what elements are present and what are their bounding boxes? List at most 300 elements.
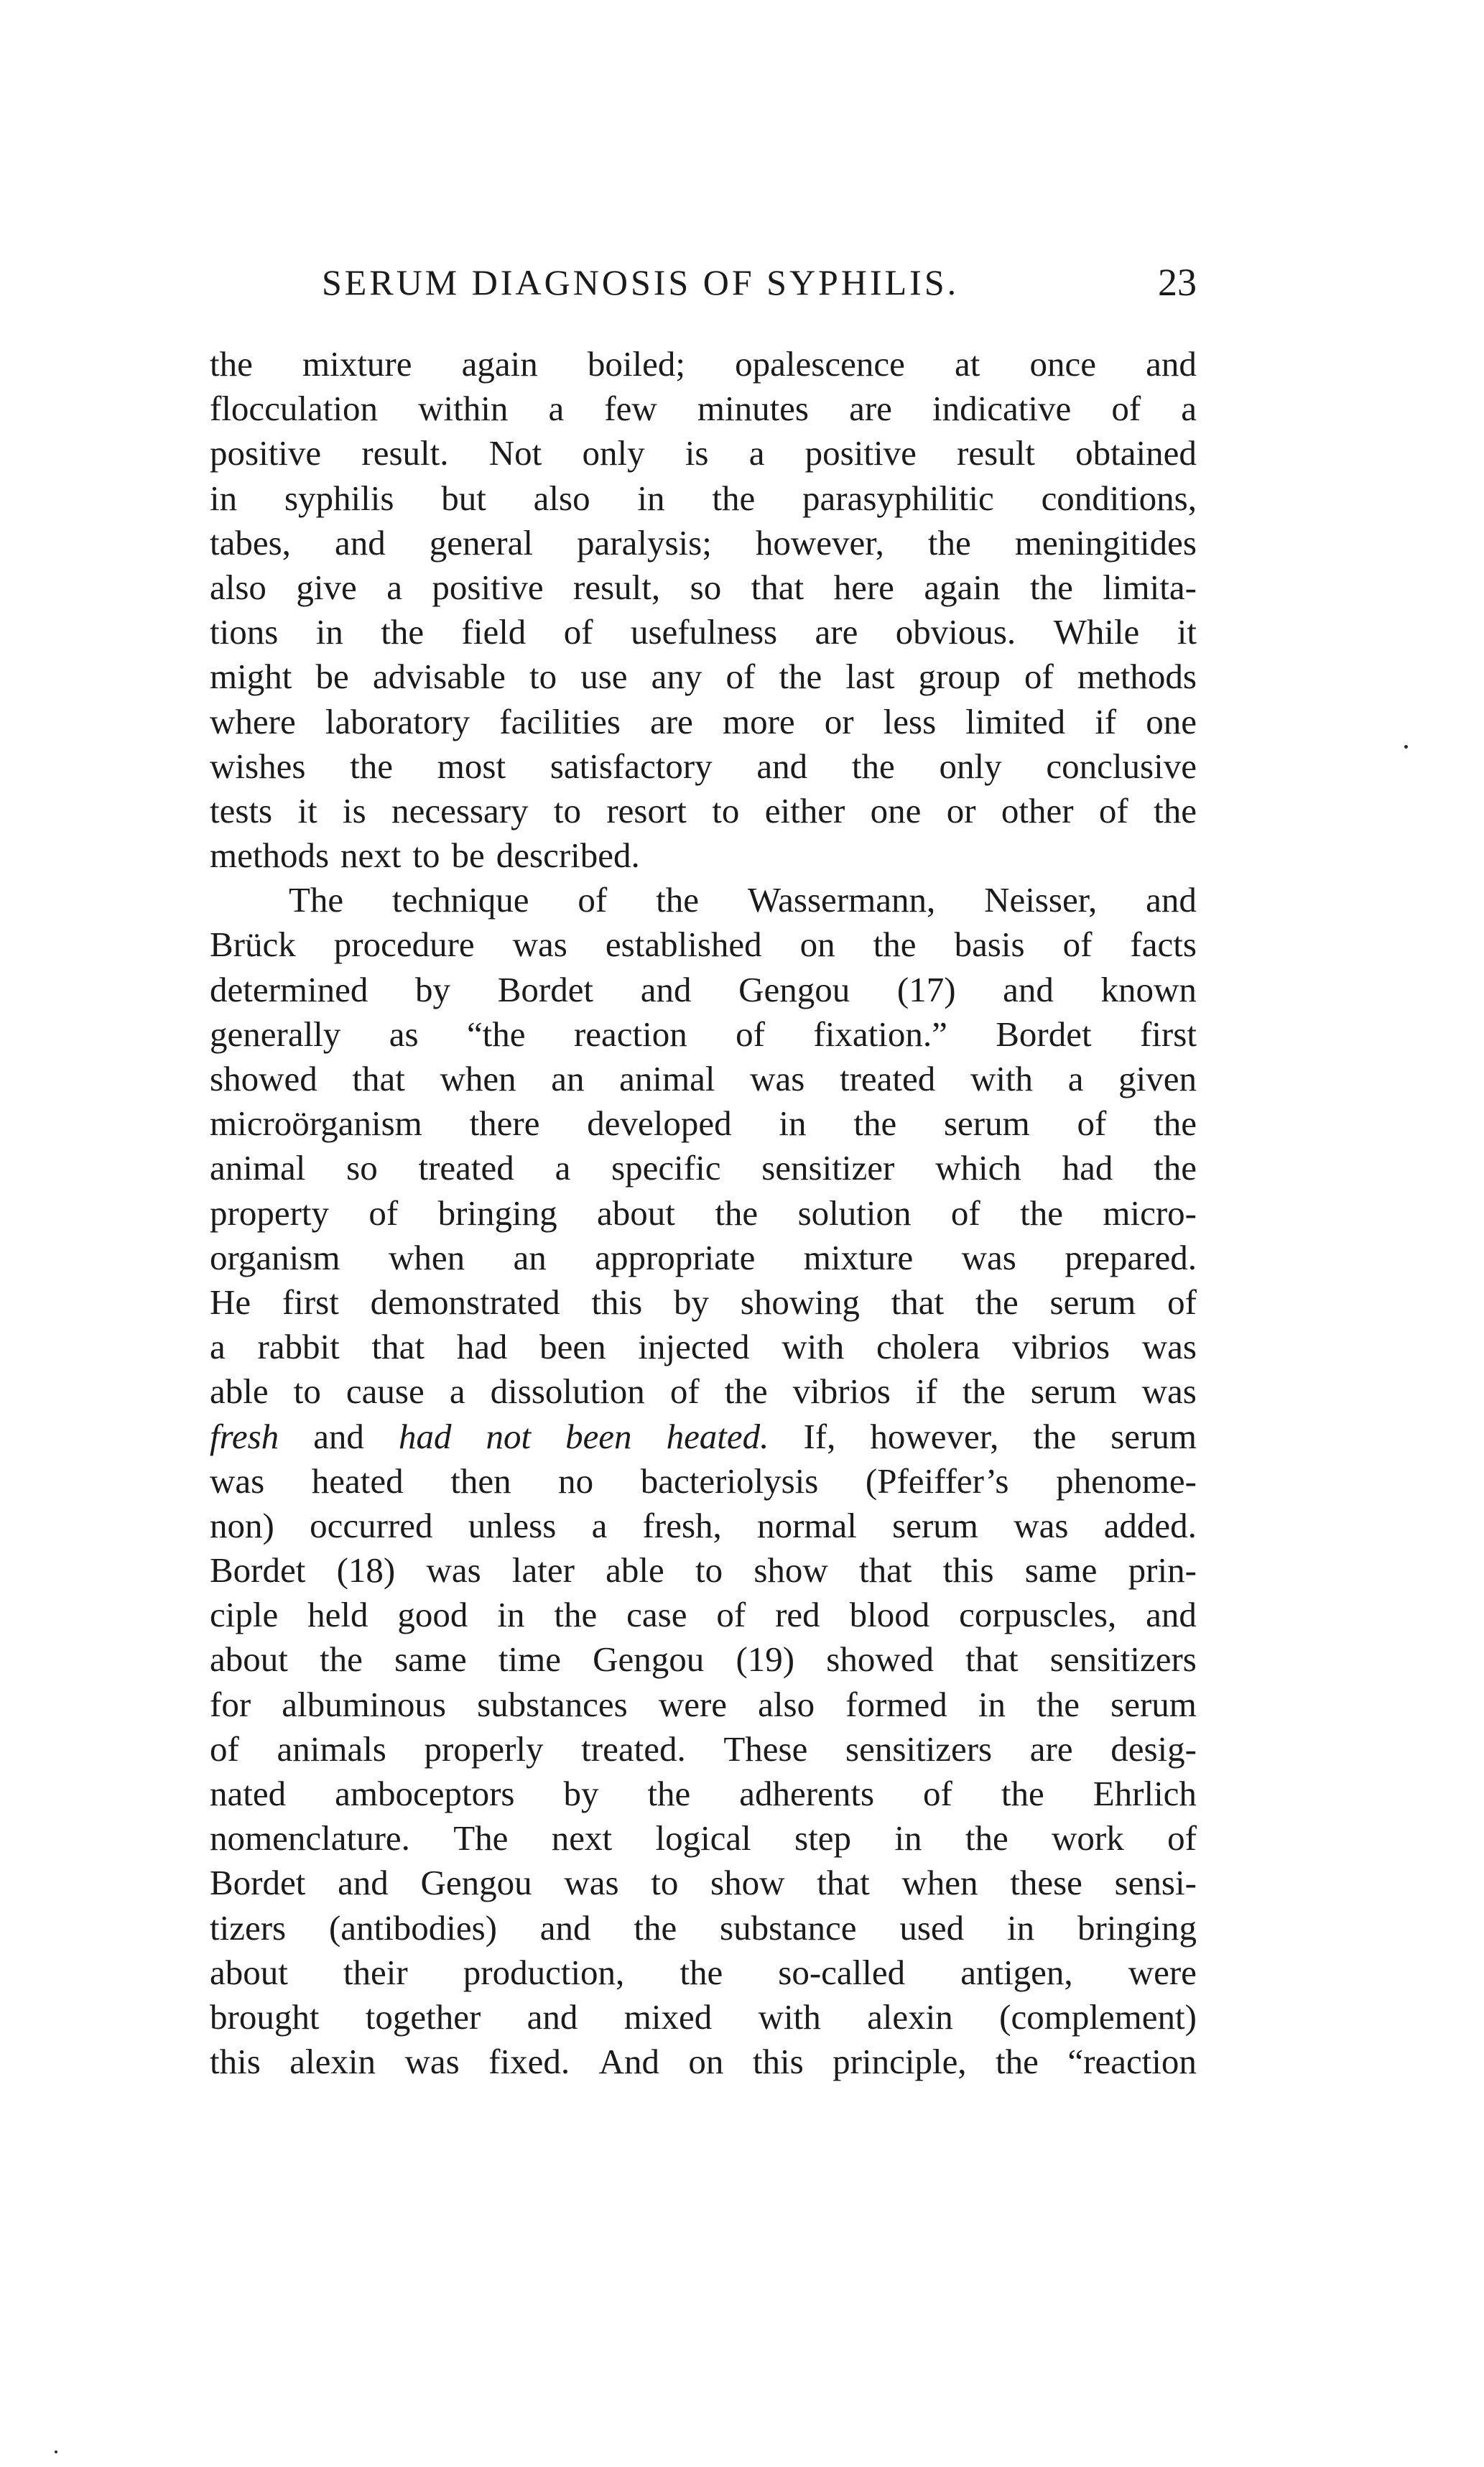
- word: were: [658, 1684, 728, 1724]
- word: animals: [277, 1728, 386, 1769]
- word: was: [1141, 1327, 1197, 1367]
- text-line: [210, 1593, 1197, 1637]
- word: Gengou: [420, 1863, 532, 1903]
- word: to: [651, 1863, 679, 1903]
- word: general: [429, 522, 533, 563]
- text-line: [210, 1146, 1197, 1190]
- word: held: [307, 1595, 368, 1635]
- word: and: [527, 1996, 578, 2037]
- word: Neisser,: [984, 880, 1098, 920]
- word: one: [870, 790, 922, 830]
- word: within: [418, 389, 509, 429]
- word: of: [1098, 790, 1128, 830]
- word: last: [845, 657, 895, 697]
- word: less: [883, 701, 937, 741]
- word: step: [794, 1818, 852, 1859]
- word: result: [957, 433, 1035, 473]
- word: a: [1181, 389, 1197, 429]
- word: which: [935, 1148, 1021, 1188]
- word: fresh: [210, 1416, 279, 1456]
- word: was: [750, 1059, 805, 1098]
- text-line: [210, 1415, 1197, 1459]
- word: field: [461, 612, 527, 652]
- word: paralysis;: [577, 522, 712, 563]
- text-line: [210, 1325, 1197, 1369]
- word: in: [315, 612, 343, 652]
- word: tests: [210, 790, 273, 830]
- word: obtained: [1075, 433, 1197, 473]
- word: resort: [606, 790, 687, 830]
- word: properly: [424, 1728, 544, 1769]
- word: so: [690, 567, 722, 607]
- word: Bordet: [210, 1863, 306, 1903]
- word: limited: [965, 701, 1066, 741]
- text-line: [210, 1101, 1197, 1146]
- word: nated: [210, 1774, 287, 1813]
- word: wishes: [210, 746, 306, 786]
- word: result.: [361, 433, 449, 473]
- word: their: [343, 1952, 408, 1992]
- word: again: [461, 344, 538, 384]
- word: sensitizers: [1049, 1639, 1197, 1680]
- word: If,: [803, 1416, 836, 1456]
- word: laboratory: [325, 701, 470, 741]
- word: given: [1118, 1059, 1197, 1098]
- word: specific: [611, 1148, 721, 1188]
- text-line: [210, 565, 1197, 610]
- word: organism: [210, 1237, 340, 1277]
- word: any: [651, 657, 702, 697]
- word: been: [565, 1416, 632, 1456]
- word: is: [343, 790, 366, 830]
- word: be: [451, 836, 485, 876]
- word: by: [563, 1774, 599, 1813]
- text-line: [210, 922, 1197, 967]
- word: and: [338, 1863, 389, 1903]
- word: a: [449, 1371, 465, 1412]
- margin-speck: [1404, 745, 1408, 749]
- word: that: [352, 1059, 405, 1098]
- text-line: [210, 833, 1197, 878]
- word: and: [1146, 1595, 1197, 1635]
- word: with: [970, 1059, 1034, 1098]
- word: fixation.”: [813, 1014, 947, 1054]
- word: a: [386, 567, 402, 607]
- word: phenome-: [1056, 1461, 1197, 1501]
- word: the: [851, 746, 895, 786]
- word: rabbit: [257, 1327, 340, 1367]
- word: a: [548, 389, 565, 429]
- word: on: [799, 925, 835, 965]
- word: the: [656, 880, 699, 920]
- word: Gengou: [738, 969, 850, 1009]
- word: to: [412, 836, 440, 876]
- word: alexin: [289, 2042, 376, 2082]
- word: The: [453, 1818, 509, 1859]
- word: generally: [210, 1014, 341, 1054]
- word: were: [1128, 1952, 1197, 1992]
- word: the: [1154, 790, 1197, 830]
- word: it: [297, 790, 317, 830]
- word: boiled;: [587, 344, 685, 384]
- word: or: [824, 701, 854, 741]
- word: prepared.: [1065, 1237, 1197, 1277]
- word: Bordet: [497, 969, 594, 1009]
- word: of: [1167, 1818, 1197, 1859]
- word: to: [695, 1550, 723, 1591]
- word: appropriate: [595, 1237, 756, 1277]
- word: no: [558, 1461, 594, 1501]
- word: Wassermann,: [747, 880, 936, 920]
- word: of: [1167, 1282, 1197, 1322]
- word: the: [724, 1371, 768, 1412]
- word: (18): [336, 1550, 396, 1591]
- word: “the: [466, 1014, 526, 1054]
- word: red: [775, 1595, 820, 1635]
- text-line: [210, 654, 1197, 699]
- text-line: [210, 878, 1197, 922]
- word: amboceptors: [335, 1774, 515, 1813]
- word: so: [346, 1148, 378, 1188]
- word: that: [859, 1550, 912, 1591]
- word: case: [626, 1595, 687, 1635]
- word: show: [710, 1863, 785, 1903]
- word: and: [1146, 880, 1197, 920]
- text-line: [210, 700, 1197, 744]
- word: the: [647, 1774, 691, 1813]
- word: occurred: [310, 1505, 433, 1545]
- word: tizers: [210, 1907, 287, 1948]
- word: result,: [573, 567, 661, 607]
- text-line: [210, 521, 1197, 565]
- word: fixed.: [488, 2042, 570, 2082]
- word: the: [210, 344, 253, 384]
- word: are: [1029, 1728, 1073, 1769]
- word: And: [598, 2042, 659, 2082]
- word: sensitizers: [845, 1728, 993, 1769]
- text-line: [210, 1369, 1197, 1414]
- word: established: [605, 925, 762, 965]
- word: next: [340, 836, 402, 876]
- word: with: [758, 1996, 821, 2037]
- word: then: [450, 1461, 511, 1501]
- word: parasyphilitic: [802, 478, 994, 518]
- word: of: [210, 1728, 239, 1769]
- word: treated.: [581, 1728, 686, 1769]
- word: procedure: [333, 925, 475, 965]
- word: unless: [468, 1505, 557, 1545]
- word: a: [210, 1327, 226, 1367]
- word: of: [725, 657, 756, 697]
- word: advisable: [372, 657, 506, 697]
- word: and: [313, 1416, 364, 1456]
- word: the: [554, 1595, 598, 1635]
- word: later: [511, 1550, 575, 1591]
- word: bringing: [437, 1193, 557, 1233]
- word: of: [669, 1371, 700, 1412]
- word: the: [680, 1952, 723, 1992]
- word: The: [289, 880, 344, 920]
- word: non): [210, 1505, 274, 1545]
- word: of: [1062, 925, 1093, 965]
- word: ciple: [210, 1595, 279, 1635]
- text-line: [210, 1057, 1197, 1101]
- word: when: [901, 1863, 978, 1903]
- word: “reaction: [1067, 2042, 1197, 2082]
- word: serum: [1049, 1282, 1136, 1322]
- word: if: [1095, 701, 1117, 741]
- margin-speck: [55, 2450, 57, 2453]
- word: and: [1003, 969, 1054, 1009]
- word: showed: [210, 1059, 317, 1098]
- word: the: [1033, 1416, 1077, 1456]
- word: for: [210, 1684, 251, 1724]
- word: the: [965, 1818, 1008, 1859]
- word: in: [637, 478, 665, 518]
- word: the: [996, 2042, 1039, 2082]
- word: other: [1001, 790, 1074, 830]
- word: the: [1037, 1684, 1080, 1724]
- word: and: [539, 1907, 591, 1948]
- word: adherents: [739, 1774, 875, 1813]
- text-line: [210, 1816, 1197, 1861]
- word: principle,: [833, 2042, 967, 2082]
- word: this: [210, 2042, 261, 2082]
- word: sensi-: [1114, 1863, 1197, 1903]
- word: was: [1141, 1371, 1197, 1412]
- running-title: SERUM DIAGNOSIS OF SYPHILIS.: [322, 262, 960, 302]
- word: not: [486, 1416, 532, 1456]
- word: treated: [418, 1148, 514, 1188]
- word: developed: [587, 1103, 732, 1144]
- word: able: [606, 1550, 664, 1591]
- word: and: [334, 522, 386, 563]
- word: mixed: [623, 1996, 713, 2037]
- word: injected: [638, 1327, 750, 1367]
- page-number: 23: [1158, 261, 1197, 304]
- word: good: [397, 1595, 468, 1635]
- word: an: [513, 1237, 547, 1277]
- word: by: [415, 969, 451, 1009]
- word: of: [578, 880, 608, 920]
- text-line: [210, 1012, 1197, 1057]
- word: the: [1029, 567, 1073, 607]
- word: the: [975, 1282, 1019, 1322]
- word: a: [555, 1148, 571, 1188]
- word: vibrios: [792, 1371, 891, 1412]
- word: a: [591, 1505, 608, 1545]
- word: the: [873, 925, 917, 965]
- word: bringing: [1077, 1907, 1197, 1948]
- word: give: [296, 567, 357, 607]
- word: only: [582, 433, 645, 473]
- word: of: [1024, 657, 1054, 697]
- word: of: [1111, 389, 1141, 429]
- word: first: [282, 1282, 339, 1322]
- word: Bordet: [996, 1014, 1092, 1054]
- word: These: [723, 1728, 808, 1769]
- word: show: [753, 1550, 828, 1591]
- word: be: [315, 657, 349, 697]
- word: to: [293, 1371, 321, 1412]
- word: a: [748, 433, 765, 473]
- word: was: [404, 2042, 460, 2082]
- word: was: [210, 1461, 265, 1501]
- word: the: [350, 746, 394, 786]
- word: it: [1177, 612, 1197, 652]
- word: serum: [892, 1505, 978, 1545]
- word: so-called: [778, 1952, 906, 1992]
- word: few: [604, 389, 657, 429]
- word: was: [564, 1863, 619, 1903]
- word: logical: [655, 1818, 751, 1859]
- word: conditions,: [1041, 478, 1197, 518]
- text-line: [210, 1861, 1197, 1905]
- word: facilities: [499, 701, 621, 741]
- word: only: [939, 746, 1002, 786]
- text-line: [210, 476, 1197, 521]
- text-line: [210, 1191, 1197, 1236]
- word: described.: [496, 836, 640, 876]
- word: this: [942, 1550, 994, 1591]
- word: or: [946, 790, 976, 830]
- word: on: [688, 2042, 724, 2082]
- word: (complement): [999, 1996, 1197, 2037]
- word: are: [650, 701, 693, 741]
- text-line: [210, 1548, 1197, 1593]
- word: positive: [804, 433, 917, 473]
- word: the: [1001, 1774, 1044, 1813]
- word: was: [426, 1550, 481, 1591]
- text-line: [210, 1727, 1197, 1772]
- word: treated: [840, 1059, 936, 1098]
- word: of: [563, 612, 593, 652]
- word: where: [210, 701, 296, 741]
- word: production,: [463, 1952, 625, 1992]
- text-line: [210, 1236, 1197, 1280]
- word: usefulness: [630, 612, 778, 652]
- text-line: [210, 1637, 1197, 1682]
- word: and: [640, 969, 692, 1009]
- word: a: [1067, 1059, 1084, 1098]
- word: normal: [757, 1505, 857, 1545]
- word: basis: [954, 925, 1025, 965]
- text-line: [210, 1906, 1197, 1950]
- word: serum: [1110, 1416, 1197, 1456]
- word: there: [469, 1103, 540, 1144]
- word: with: [782, 1327, 845, 1367]
- word: time: [498, 1639, 561, 1680]
- word: next: [551, 1818, 613, 1859]
- text-line: [210, 968, 1197, 1012]
- word: substance: [720, 1907, 857, 1948]
- word: minutes: [697, 389, 810, 429]
- word: the: [779, 657, 822, 697]
- word: the: [1154, 1103, 1197, 1144]
- text-line: [210, 1459, 1197, 1504]
- word: and: [1146, 344, 1197, 384]
- word: He: [210, 1282, 251, 1322]
- word: when: [388, 1237, 465, 1277]
- word: are: [815, 612, 858, 652]
- word: might: [210, 657, 292, 697]
- word: opalescence: [735, 344, 905, 384]
- word: of: [923, 1774, 952, 1813]
- word: as: [389, 1014, 419, 1054]
- word: the: [1154, 1148, 1197, 1188]
- word: cholera: [876, 1327, 980, 1367]
- word: about: [597, 1193, 675, 1233]
- word: if: [915, 1371, 937, 1412]
- text-line: [210, 342, 1197, 387]
- word: one: [1146, 701, 1197, 741]
- word: in: [1007, 1907, 1035, 1948]
- word: bacteriolysis: [640, 1461, 819, 1501]
- word: in: [497, 1595, 525, 1635]
- word: once: [1029, 344, 1097, 384]
- word: the: [715, 1193, 759, 1233]
- word: by: [673, 1282, 709, 1322]
- word: the: [1020, 1193, 1063, 1233]
- word: limita-: [1103, 567, 1197, 607]
- word: the: [962, 1371, 1006, 1412]
- word: this: [752, 2042, 804, 2082]
- word: (antibodies): [328, 1907, 497, 1948]
- word: group: [918, 657, 1001, 697]
- word: Not: [488, 433, 542, 473]
- running-head: [322, 257, 1197, 307]
- word: had: [398, 1416, 452, 1456]
- word: antigen,: [960, 1952, 1073, 1992]
- word: in: [779, 1103, 807, 1144]
- word: conclusive: [1046, 746, 1197, 786]
- text-line: [210, 431, 1197, 476]
- word: also: [758, 1684, 815, 1724]
- word: is: [685, 433, 709, 473]
- word: methods: [1077, 657, 1197, 697]
- word: had: [456, 1327, 508, 1367]
- word: micro-: [1103, 1193, 1197, 1233]
- text-line: [210, 2040, 1197, 2084]
- word: demonstrated: [370, 1282, 560, 1322]
- word: alexin: [867, 1996, 953, 2037]
- word: the: [634, 1907, 677, 1948]
- word: been: [539, 1327, 606, 1367]
- word: prin-: [1128, 1550, 1197, 1591]
- word: mixture: [803, 1237, 914, 1277]
- word: (19): [736, 1639, 795, 1680]
- word: used: [899, 1907, 965, 1948]
- word: the: [853, 1103, 897, 1144]
- text-line: [210, 1772, 1197, 1816]
- word: Gengou: [593, 1639, 705, 1680]
- word: positive: [432, 567, 544, 607]
- word: known: [1100, 969, 1197, 1009]
- word: brought: [210, 1996, 320, 2037]
- text-line: [210, 387, 1197, 431]
- word: either: [764, 790, 845, 830]
- word: more: [722, 701, 795, 741]
- word: satisfactory: [549, 746, 713, 786]
- word: same: [394, 1639, 467, 1680]
- text-line: [210, 1950, 1197, 1995]
- word: Brück: [210, 925, 296, 965]
- word: mixture: [302, 344, 412, 384]
- text-line: [210, 789, 1197, 833]
- word: methods: [210, 836, 330, 876]
- word: flocculation: [210, 389, 379, 429]
- word: the: [320, 1639, 363, 1680]
